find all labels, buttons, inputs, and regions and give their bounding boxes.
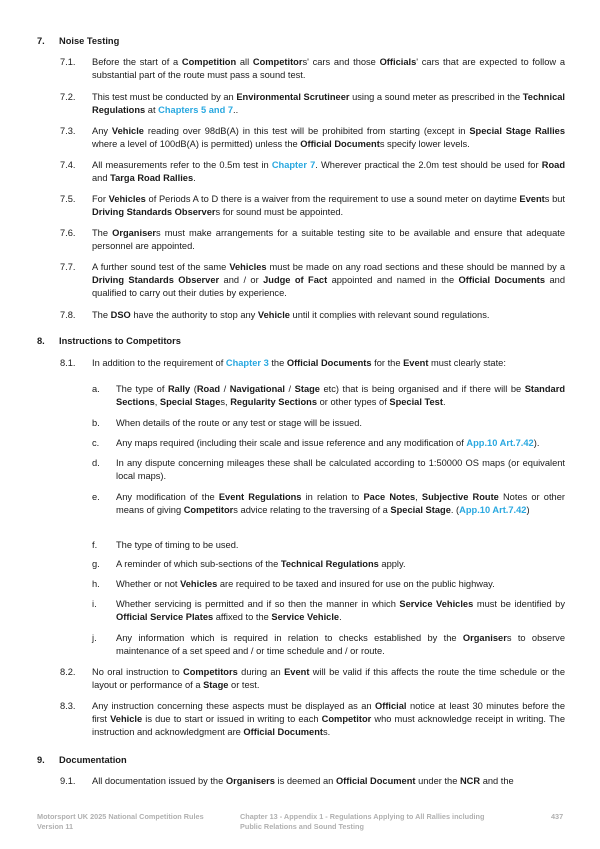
defined-term: Official Documents xyxy=(458,275,546,285)
defined-term: Competition xyxy=(181,57,237,67)
defined-term: Service Vehicle xyxy=(271,612,340,622)
clause-number: 7.8. xyxy=(60,310,76,320)
defined-term: Judge of Fact xyxy=(263,275,328,285)
clause-text: Any instruction concerning these aspects must be displayed as an Official notice at least 30 minutes before the first Vehicle is due to start or issued in writing to each Competitor who must acknowledge receipt in writing. The instruction and acknowledgment are Official Documents. xyxy=(92,701,565,737)
defined-term: Special Test xyxy=(389,397,443,407)
defined-term: Officials xyxy=(379,57,417,67)
footer-publication-title: Motorsport UK 2025 National Competition Rules xyxy=(37,812,204,821)
clause-number: 8.2. xyxy=(60,667,76,677)
sub-clause-text: A reminder of which sub-sections of the Technical Regulations apply. xyxy=(116,559,406,569)
defined-term: Environmental Scrutineer xyxy=(236,92,350,102)
clause xyxy=(60,125,565,151)
defined-term: Vehicle xyxy=(111,126,144,136)
defined-term: DSO xyxy=(110,310,131,320)
clause xyxy=(60,357,565,370)
footer-version: Version 11 xyxy=(37,822,74,831)
sub-clause-text: The type of timing to be used. xyxy=(116,540,239,550)
section-number: 9. xyxy=(37,755,45,765)
clause xyxy=(60,91,565,117)
defined-term: Service Vehicles xyxy=(399,599,474,609)
clause-text: No oral instruction to Competitors during an Event will be valid if this affects the route the time schedule or the layout or performance of a Stage or test. xyxy=(92,667,565,690)
sub-clause-letter: e. xyxy=(92,492,100,502)
defined-term: Vehicles xyxy=(229,262,267,272)
clause xyxy=(60,700,565,739)
defined-term: Event xyxy=(519,194,545,204)
cross-reference-link[interactable]: App.10 Art.7.42 xyxy=(466,438,534,448)
defined-term: Competitor xyxy=(183,505,234,515)
defined-term: Official Document xyxy=(335,776,416,786)
clause-text: In addition to the requirement of Chapter 3 the Official Documents for the Event must clearly state: xyxy=(92,358,506,368)
defined-term: Standard Sections xyxy=(116,384,566,407)
clause-text: For Vehicles of Periods A to D there is a waiver from the requirement to use a sound meter on daytime Events but Driving Standards Observers for sound must be appointed. xyxy=(92,194,566,217)
footer-publication xyxy=(37,812,204,832)
sub-clause-text: Any maps required (including their scale and issue reference and any modification of App.10 Art.7.42). xyxy=(116,438,540,448)
defined-term: Driving Standards Observer xyxy=(92,275,220,285)
section-number: 7. xyxy=(37,36,45,46)
sub-clause-text: Whether servicing is permitted and if so then the manner in which Service Vehicles must be identified by Official Service Plates affixed to the Service Vehicle. xyxy=(116,599,566,622)
sub-clause-text: The type of Rally (Road / Navigational / Stage etc) that is being organised and if there will be Standard Sections, Special Stages, Regularity Sections or other types of Special Test. xyxy=(116,384,566,407)
section-number: 8. xyxy=(37,336,45,346)
sub-clause xyxy=(92,558,565,571)
footer-chapter-line: Public Relations and Sound Testing xyxy=(240,822,364,831)
clause-number: 7.4. xyxy=(60,160,76,170)
page-number: 437 xyxy=(551,812,564,821)
defined-term: Driving Standards Observer xyxy=(92,207,216,217)
clause-text: All measurements refer to the 0.5m test in Chapter 7. Wherever practical the 2.0m test should be used for Road and Targa Road Rallies. xyxy=(92,160,565,183)
clause-number: 7.5. xyxy=(60,194,76,204)
sub-clause-letter: d. xyxy=(92,458,100,468)
defined-term: Subjective Route xyxy=(421,492,499,502)
defined-term: Organisers xyxy=(225,776,275,786)
clause-number: 7.6. xyxy=(60,228,76,238)
defined-term: Event xyxy=(284,667,310,677)
defined-term: Targa Road Rallies xyxy=(110,173,194,183)
clause-number: 7.7. xyxy=(60,262,76,272)
sub-clause-letter: a. xyxy=(92,384,100,394)
clause-number: 7.2. xyxy=(60,92,76,102)
clause-text: All documentation issued by the Organisers is deemed an Official Document under the NCR and the xyxy=(92,776,514,786)
defined-term: Vehicles xyxy=(180,579,218,589)
defined-term: Vehicles xyxy=(108,194,146,204)
clause-text: Any Vehicle reading over 98dB(A) in this test will be prohibited from starting (except in Special Stage Rallies where a level of 100dB(A) is permitted) unless the Official Documents specify lower levels. xyxy=(92,126,565,149)
clause-text: This test must be conducted by an Environmental Scrutineer using a sound meter as prescribed in the Technical Regulations at Chapters 5 and 7.. xyxy=(92,92,565,115)
sub-clause xyxy=(92,539,565,552)
sub-clause xyxy=(92,457,565,483)
defined-term: Pace Notes xyxy=(363,492,416,502)
sub-clause-text: In any dispute concerning mileages these shall be calculated according to 1:50000 OS maps (or equivalent local maps). xyxy=(116,458,565,481)
defined-term: NCR xyxy=(459,776,481,786)
clause-text: A further sound test of the same Vehicles must be made on any road sections and these should be manned by a Driving Standards Observer and / or Judge of Fact appointed and named in the Official Documents and qualified to carry out their duties by experience. xyxy=(92,262,565,298)
section-title: Instructions to Competitors xyxy=(59,336,181,346)
defined-term: Stage xyxy=(203,680,229,690)
sub-clause-letter: b. xyxy=(92,418,100,428)
clause xyxy=(60,775,565,788)
clause xyxy=(60,309,565,322)
defined-term: Competitors xyxy=(183,667,238,677)
defined-term: Organiser xyxy=(462,633,507,643)
sub-clause-letter: j. xyxy=(92,633,97,643)
defined-term: Special Stage xyxy=(159,397,221,407)
defined-term: Special Stage xyxy=(390,505,451,515)
sub-clause-letter: g. xyxy=(92,559,100,569)
clause-text: Before the start of a Competition all Competitors' cars and those Officials' cars that are expected to follow a substantial part of the route must pass a sound test. xyxy=(92,57,565,80)
sub-clause xyxy=(92,491,565,517)
defined-term: Competitor xyxy=(252,57,303,67)
clause-number: 7.3. xyxy=(60,126,76,136)
defined-term: Official Service Plates xyxy=(116,612,214,622)
cross-reference-link[interactable]: Chapters 5 and 7 xyxy=(158,105,234,115)
defined-term: Special Stage Rallies xyxy=(469,126,565,136)
clause-number: 7.1. xyxy=(60,57,76,67)
sub-clause-letter: i. xyxy=(92,599,97,609)
clause-number: 8.1. xyxy=(60,358,76,368)
clause xyxy=(60,193,565,219)
sub-clause-text: When details of the route or any test or stage will be issued. xyxy=(116,418,362,428)
defined-term: Official Documents xyxy=(286,358,372,368)
section-title: Documentation xyxy=(59,755,127,765)
clause-text: The DSO have the authority to stop any Vehicle until it complies with relevant sound regulations. xyxy=(92,310,490,320)
defined-term: Regularity Sections xyxy=(230,397,318,407)
defined-term: Technical Regulations xyxy=(92,92,565,115)
defined-term: Organiser xyxy=(112,228,157,238)
sub-clause xyxy=(92,578,565,591)
defined-term: Navigational xyxy=(229,384,285,394)
clause-number: 8.3. xyxy=(60,701,76,711)
sub-clause xyxy=(92,383,565,409)
cross-reference-link[interactable]: Chapter 7 xyxy=(271,160,316,170)
sub-clause xyxy=(92,598,565,624)
footer-chapter-line: Chapter 13 - Appendix 1 - Regulations Applying to All Rallies including xyxy=(240,812,485,821)
defined-term: Official xyxy=(375,701,407,711)
footer-chapter xyxy=(240,812,484,832)
defined-term: Road xyxy=(541,160,565,170)
defined-term: Official Document xyxy=(243,727,323,737)
section-title: Noise Testing xyxy=(59,36,120,46)
defined-term: Stage xyxy=(294,384,320,394)
clause xyxy=(60,261,565,300)
defined-term: Event Regulations xyxy=(218,492,302,502)
clause xyxy=(60,159,565,185)
sub-clause-text: Any information which is required in relation to checks established by the Organisers to observe maintenance of a set speed and / or time schedule and / or route. xyxy=(116,633,565,656)
defined-term: Event xyxy=(403,358,429,368)
defined-term: Official Document xyxy=(300,139,380,149)
cross-reference-link[interactable]: App.10 Art.7.42 xyxy=(459,505,527,515)
sub-clause-letter: f. xyxy=(92,540,98,550)
sub-clause xyxy=(92,632,565,658)
defined-term: Vehicle xyxy=(257,310,290,320)
defined-term: Rally xyxy=(167,384,191,394)
clause xyxy=(60,56,565,82)
sub-clause xyxy=(92,417,565,430)
sub-clause-text: Whether or not Vehicles are required to be taxed and insured for use on the public highway. xyxy=(116,579,495,589)
sub-clause-letter: c. xyxy=(92,438,100,448)
defined-term: Road xyxy=(196,384,221,394)
sub-clause-letter: h. xyxy=(92,579,100,589)
sub-clause-text: Any modification of the Event Regulations in relation to Pace Notes, Subjective Route Notes or other means of giving Competitors advice relating to the traversing of a Special Stage. (App.10 Art.7.42) xyxy=(116,492,565,515)
defined-term: Vehicle xyxy=(110,714,143,724)
clause-text: The Organisers must make arrangements for a suitable testing site to be available and ensure that adequate personnel are appointed. xyxy=(92,228,565,251)
clause-number: 9.1. xyxy=(60,776,76,786)
defined-term: Technical Regulations xyxy=(280,559,379,569)
cross-reference-link[interactable]: Chapter 3 xyxy=(225,358,269,368)
clause xyxy=(60,666,565,692)
sub-clause xyxy=(92,437,565,450)
clause xyxy=(60,227,565,253)
defined-term: Competitor xyxy=(321,714,372,724)
